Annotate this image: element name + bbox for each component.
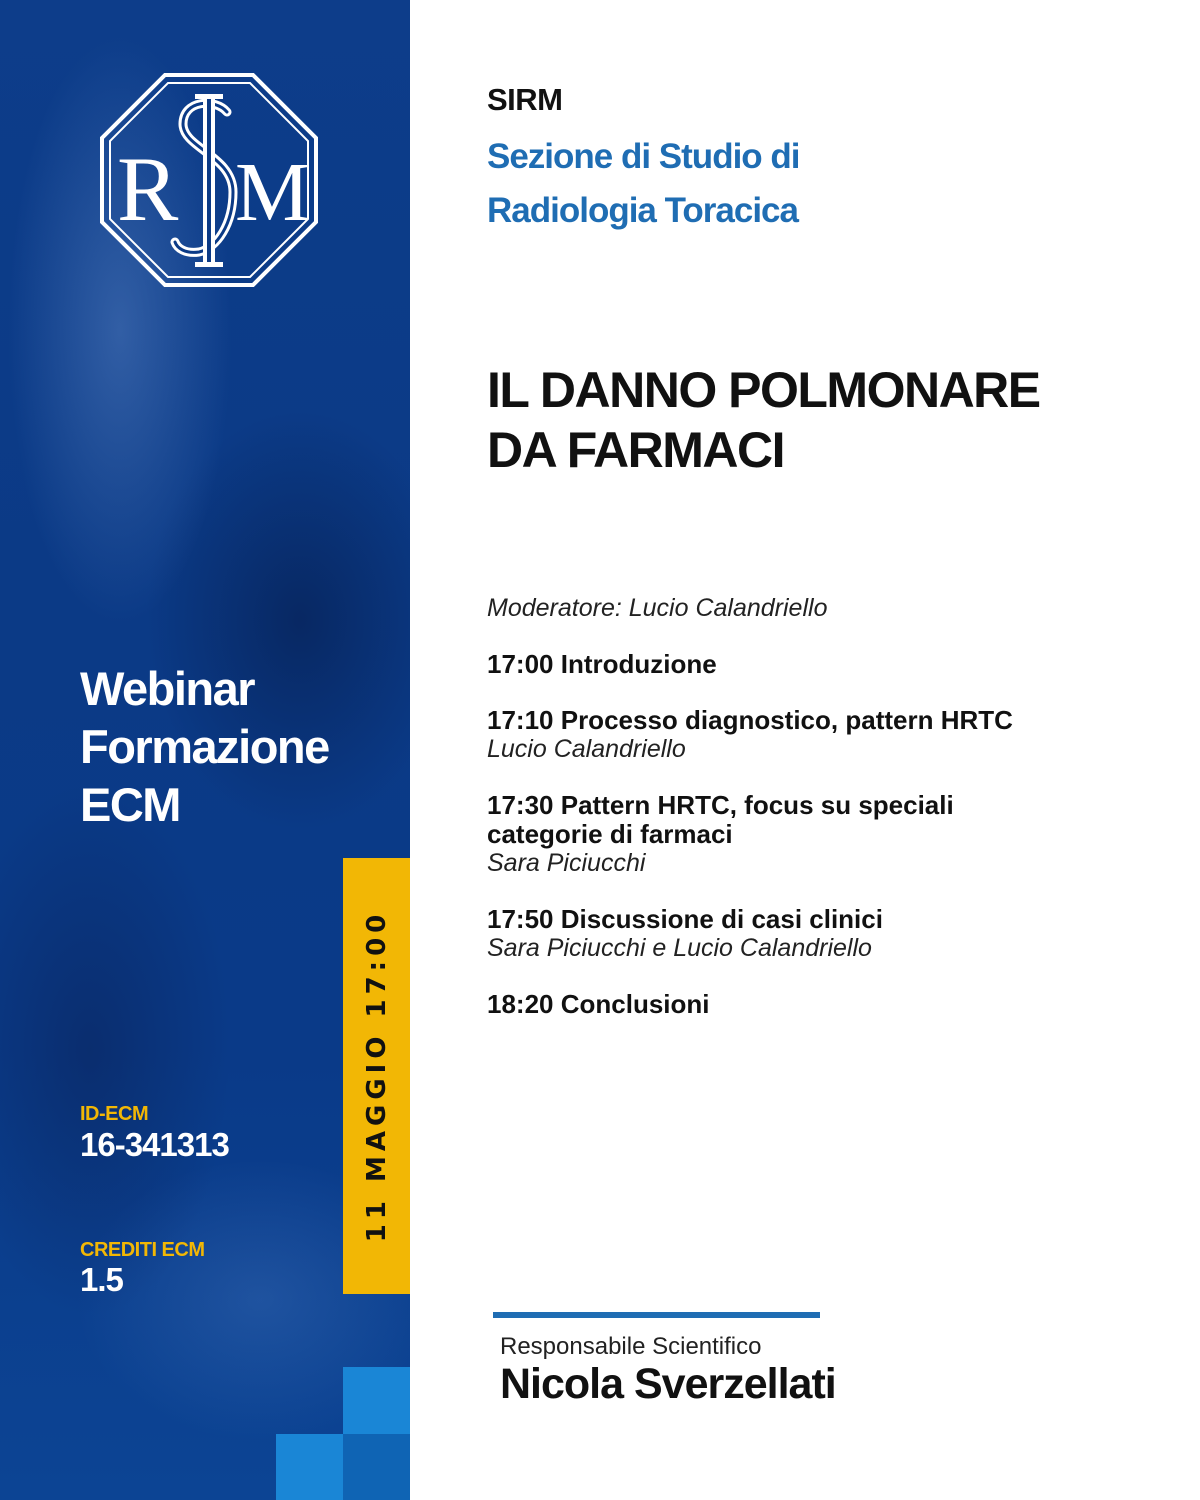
agenda-item-title: 18:20 Conclusioni [487, 989, 710, 1019]
webinar-line: ECM [80, 778, 180, 831]
webinar-line: Formazione [80, 720, 329, 773]
crediti-ecm-value: 1.5 [80, 1261, 123, 1298]
webinar-line: Webinar [80, 662, 255, 715]
id-ecm-value: 16-341313 [80, 1126, 229, 1163]
webinar-heading [80, 660, 329, 834]
logo-letter-r: R [117, 138, 179, 240]
agenda-item-speaker: Sara Piciucchi e Lucio Calandriello [487, 934, 872, 962]
decorative-square [343, 1367, 410, 1434]
agenda-item-title: 17:00 Introduzione [487, 649, 717, 679]
logo-letter-m: M [235, 146, 310, 239]
left-panel [0, 0, 410, 1500]
section-line: Radiologia Toracica [487, 191, 798, 230]
title-line: DA FARMACI [487, 422, 785, 478]
agenda-item [487, 990, 1187, 1019]
moderator: Moderatore: Lucio Calandriello [487, 594, 828, 622]
crediti-ecm-label: CREDITI ECM [80, 1239, 205, 1261]
divider [493, 1312, 820, 1318]
title-line: IL DANNO POLMONARE [487, 362, 1040, 418]
org-name: SIRM [487, 82, 563, 117]
agenda-item [487, 706, 1187, 764]
agenda-item-title: 17:50 Discussione di casi clinici [487, 904, 883, 934]
section-line: Sezione di Studio di [487, 137, 800, 176]
agenda-item-speaker: Sara Piciucchi [487, 849, 646, 877]
agenda [487, 650, 1187, 1046]
decorative-square [276, 1434, 343, 1500]
decorative-square [343, 1434, 410, 1500]
responsabile-label: Responsabile Scientifico [500, 1333, 762, 1360]
responsabile-name: Nicola Sverzellati [500, 1360, 836, 1408]
agenda-item-speaker: Lucio Calandriello [487, 735, 686, 763]
event-date: 11 MAGGIO 17:00 [361, 909, 392, 1243]
agenda-item [487, 905, 1187, 963]
section-name [487, 130, 800, 238]
sirm-octagon-logo-icon [99, 72, 319, 288]
date-bar [343, 858, 410, 1294]
agenda-item-title: 17:30 Pattern HRTC, focus su speciali categorie di farmaci [487, 790, 954, 849]
logo-letter-s: S [99, 72, 100, 73]
agenda-item [487, 650, 1187, 679]
page-title [487, 360, 1040, 480]
agenda-item [487, 791, 1187, 878]
id-ecm-label: ID-ECM [80, 1103, 149, 1125]
agenda-item-title: 17:10 Processo diagnostico, pattern HRTC [487, 705, 1013, 735]
